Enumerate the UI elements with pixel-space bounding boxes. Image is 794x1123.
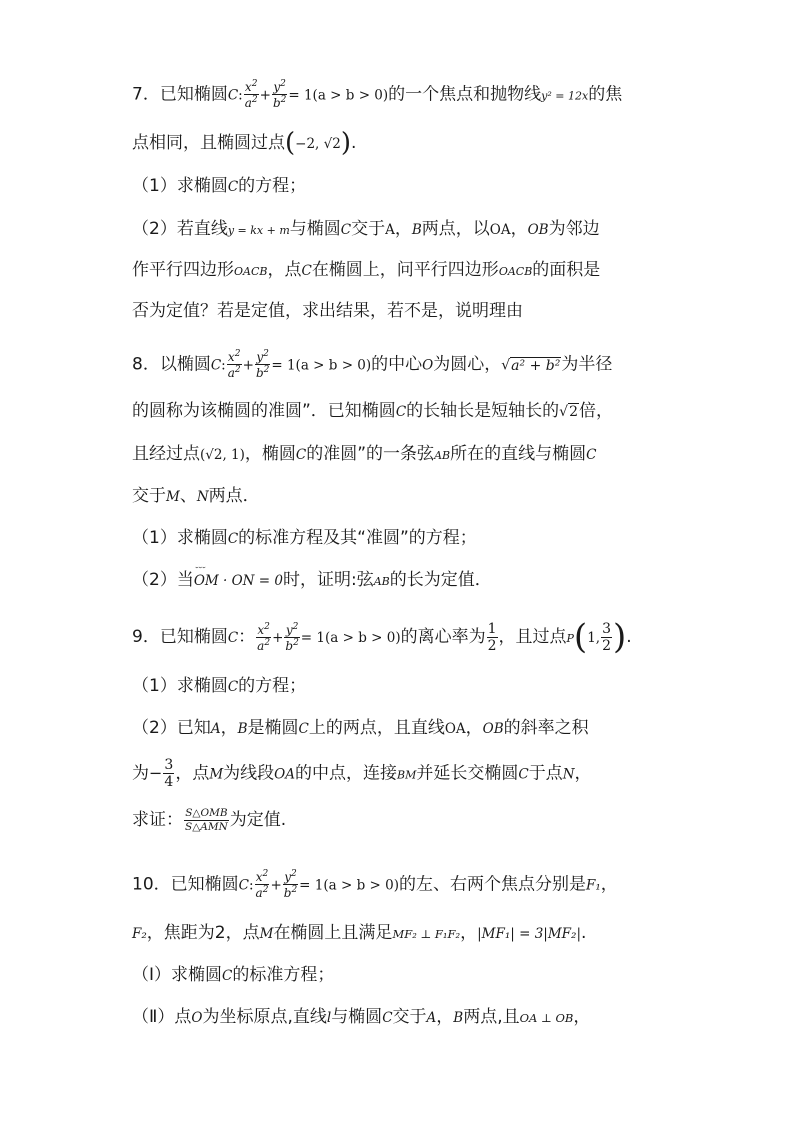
text: .: [581, 923, 587, 943]
text: 已知椭圆: [159, 84, 228, 105]
text: 作平行四边形: [132, 260, 234, 280]
math: −: [149, 763, 163, 783]
text: 在椭圆上且满足: [273, 923, 393, 943]
problem-8-line-3: [132, 442, 754, 468]
math: C: [210, 357, 222, 374]
text: ，: [460, 923, 478, 943]
text: （Ⅱ）点: [132, 1007, 192, 1027]
text: ，: [573, 1007, 591, 1027]
math: C: [227, 679, 239, 695]
math: S△OMB: [185, 807, 228, 819]
math: MF₂ ⊥ F₁F₂: [392, 927, 461, 941]
text: 两点，以: [421, 219, 490, 239]
text: 为线段: [223, 763, 275, 784]
math: 2: [487, 637, 497, 654]
math: M: [209, 766, 224, 783]
problem-number: 8．: [132, 354, 160, 375]
text: 且经过点: [132, 444, 200, 464]
math: AB: [434, 449, 451, 462]
math: 3: [602, 620, 611, 637]
problem-8-q2: [132, 568, 754, 594]
math: = 1(a > b > 0): [300, 630, 401, 646]
math: 2: [602, 637, 611, 654]
text: 的中点，连接: [294, 763, 397, 784]
text: （2）若直线: [132, 219, 228, 239]
text: ，椭圆: [244, 444, 296, 464]
problem-9-q1: [132, 674, 754, 699]
math: A: [426, 1010, 437, 1026]
text: （1）求椭圆: [132, 676, 228, 696]
problem-7-q2-line-3: [132, 299, 754, 323]
text: 为坐标原点,直线: [202, 1007, 327, 1027]
text: ，点: [267, 260, 302, 280]
math: C: [238, 877, 249, 894]
math: S△AMN: [185, 820, 228, 833]
math: A: [210, 721, 221, 737]
text: ，点: [175, 763, 210, 784]
text: .: [351, 133, 357, 153]
text: 在椭圆上，问平行四边形: [311, 260, 499, 280]
text: 的方程；: [238, 176, 307, 196]
text: ，: [574, 763, 592, 784]
math: C: [227, 179, 239, 195]
text: 为: [132, 763, 149, 784]
fraction-x2-a2: $\frac{x^2}{a^2}$: [227, 349, 241, 380]
text: 两点．: [208, 486, 260, 506]
text: 的标准方程及其“准圆”的方程；: [238, 528, 477, 548]
math: 4: [164, 774, 174, 790]
math: C: [295, 447, 307, 463]
problem-7-line-1: 7．已知椭圆C: $\frac{x^2}{a^2}$ + $\frac{y^2}{b^2}$ = 1(a > b > 0)的一个焦点和抛物线y² = 12x的焦: [132, 79, 623, 110]
math: C: [586, 447, 597, 463]
math: M: [259, 926, 274, 942]
math: = 1(a > b > 0): [271, 357, 372, 374]
math: 1: [487, 620, 497, 637]
math: M: [166, 489, 180, 505]
math: C: [298, 721, 309, 737]
math: BM: [396, 768, 417, 782]
text: 的一个焦点和抛物线: [388, 84, 542, 105]
problem-10-q2: [132, 1005, 754, 1030]
text: 所在的直线与椭圆: [450, 444, 587, 464]
math: = 1(a > b > 0): [299, 877, 399, 894]
problem-8-line-2: [132, 399, 754, 424]
text: 的斜率之积: [503, 718, 589, 738]
text: 的准圆”的一条弦: [306, 444, 435, 464]
text: 点相同，且椭圆过点: [132, 133, 285, 153]
text: 与椭圆: [289, 219, 341, 239]
text: 的离心率为: [400, 627, 486, 647]
sqrt-expression: √a² + b²: [501, 357, 561, 374]
text: 并延长交椭圆: [416, 763, 519, 784]
problem-9-q2-line-1: [132, 716, 754, 741]
problem-7-line-2: 点相同，且椭圆过点(−2, √2).: [132, 128, 357, 158]
math: :: [248, 877, 254, 894]
fraction-point-y: [601, 622, 612, 653]
text: ，: [600, 874, 618, 895]
fraction-y2-b2: $\frac{y^2}{b^2}$: [285, 621, 299, 653]
text: 为定值.: [229, 810, 287, 830]
math: C: [222, 968, 233, 984]
text: 已知椭圆: [170, 874, 239, 895]
math: C: [395, 404, 407, 420]
math: :: [221, 357, 226, 374]
math: y² = 12x: [541, 89, 589, 103]
problem-7-q2-line-2: [132, 258, 754, 284]
math: O: [191, 1010, 203, 1026]
math: OACB: [234, 265, 268, 278]
fraction-y2-b2: $\frac{y^2}{b^2}$: [255, 349, 270, 380]
math: OB: [482, 721, 504, 737]
math: C: [301, 263, 312, 279]
text: 的左、右两个焦点分别是: [398, 874, 586, 895]
math: = 1(a > b > 0): [288, 87, 389, 104]
math: C: [382, 1010, 393, 1026]
fraction-x2-a2: $\frac{x^2}{a^2}$: [257, 621, 271, 653]
text: 以椭圆: [159, 354, 211, 375]
text: 求证：: [132, 810, 183, 830]
fraction-slope-product: [163, 758, 174, 789]
math: y = kx + m: [227, 224, 290, 237]
text: （2）当: [132, 570, 194, 590]
problem-8-line-1: 8．以椭圆C: $\frac{x^2}{a^2}$ + $\frac{y^2}{b^2}$ = 1(a > b > 0)的中心O为圆心，√a² + b²为半径: [132, 349, 613, 380]
math: O: [422, 357, 434, 374]
problem-7-q2-line-1: [132, 217, 754, 243]
math: a² + b²: [511, 357, 561, 374]
problem-8-q1: [132, 526, 754, 551]
problem-7-q1: [132, 174, 754, 199]
math: C: [518, 766, 529, 783]
text: 交于: [392, 1007, 427, 1027]
math: B: [411, 222, 422, 238]
fraction-y2-b2: $\frac{y^2}{b^2}$: [283, 869, 298, 900]
text: ：: [238, 627, 256, 647]
math: l: [326, 1010, 332, 1026]
fraction-x2-a2: $\frac{x^2}{a^2}$: [244, 79, 258, 110]
math: OACB: [498, 265, 533, 278]
text: 的焦: [588, 84, 623, 105]
text: 为圆心，: [433, 354, 502, 375]
text: 的方程；: [238, 676, 307, 696]
math: (√2, 1): [200, 447, 245, 463]
text: 的长轴长是短轴长的: [406, 401, 560, 421]
math: OA ⊥ OB: [519, 1011, 574, 1025]
text: 为半径: [561, 354, 613, 375]
text: 时，证明:弦: [282, 570, 374, 590]
math: N: [562, 766, 575, 783]
text: 的标准方程；: [232, 965, 335, 985]
problem-9-line-1: 9．已知椭圆C： $\frac{x^2}{a^2}$ + $\frac{y^2}{b^2}$ = 1(a > b > 0)的离心率为 $\frac{1}{2}$ ，且过点P(1, $\frac{3}{2}$ ).: [132, 617, 632, 657]
text: （1）求椭圆: [132, 528, 228, 548]
math: F₂: [132, 926, 147, 942]
math: C: [227, 87, 239, 104]
fraction-area-ratio: [184, 808, 229, 832]
math: C: [340, 222, 352, 238]
math: 1,: [587, 630, 601, 646]
text: 否为定值？若是定值，求出结果，若不是，说明理由: [132, 301, 523, 321]
text: 与椭圆: [331, 1007, 383, 1027]
text: （Ⅰ）求椭圆: [132, 965, 223, 985]
fraction-x2-a2: $\frac{x^2}{a^2}$: [255, 869, 269, 900]
text: ，: [465, 718, 483, 738]
text: 的长为定值．: [389, 570, 492, 590]
problem-10-q1: [132, 963, 754, 988]
math: AB: [373, 575, 390, 588]
problem-number: 10．: [132, 874, 171, 895]
problem-10-line-1: 10．已知椭圆C: $\frac{x^2}{a^2}$ + $\frac{y^2}{b^2}$ = 1(a > b > 0)的左、右两个焦点分别是F₁，: [132, 869, 618, 900]
math: C: [227, 531, 239, 547]
text: 的面积是: [532, 260, 601, 280]
problem-9-q2-line-2: [132, 758, 754, 789]
math: 3: [164, 757, 174, 773]
text: ，: [436, 1007, 454, 1027]
math: OA: [444, 721, 466, 737]
text: （1）求椭圆: [132, 176, 228, 196]
sqrt-2: √2: [559, 404, 578, 420]
math: B: [453, 1010, 464, 1026]
fraction-eccentricity: [487, 622, 498, 653]
math: P: [566, 632, 574, 645]
math: A: [385, 222, 395, 238]
math: |MF₁| = 3|MF₂|: [477, 926, 581, 942]
fraction-y2-b2: $\frac{y^2}{b^2}$: [272, 79, 287, 110]
text: 为邻边: [548, 219, 600, 239]
math: 2: [569, 404, 578, 420]
text: ，焦距为2，点: [146, 923, 260, 943]
problem-8-line-4: [132, 484, 754, 509]
math: OA: [489, 222, 511, 238]
math: OA: [274, 766, 295, 783]
math: C: [227, 630, 239, 646]
text: 交于: [351, 219, 386, 239]
text: .: [626, 627, 632, 647]
problem-number: 7．: [132, 84, 160, 105]
text: 已知椭圆: [159, 627, 228, 647]
math: ˘˘˘ OM · ON = 0: [194, 569, 283, 593]
text: 是椭圆: [247, 718, 299, 738]
problem-number: 9．: [132, 627, 160, 647]
text: （2）已知: [132, 718, 211, 738]
math: :: [238, 87, 243, 104]
text: ，: [394, 219, 412, 239]
math: F₁: [585, 877, 601, 894]
problem-9-q2-line-3: [132, 808, 754, 832]
math: B: [237, 721, 248, 737]
math: OB: [527, 222, 549, 238]
text: 上的两点，且直线: [308, 718, 445, 738]
text: 的圆称为该椭圆的准圆”．已知椭圆: [132, 401, 396, 421]
text: 倍，: [579, 401, 613, 421]
text: ，: [220, 718, 238, 738]
text: ，: [510, 219, 528, 239]
text: 交于: [132, 486, 166, 506]
text: ，且过点: [498, 627, 567, 647]
text: 、: [179, 486, 197, 506]
math: −2, √2: [295, 136, 341, 152]
text: 的中心: [371, 354, 423, 375]
math: N: [196, 489, 209, 505]
problem-10-line-2: [132, 921, 754, 946]
text: 两点,且: [463, 1007, 520, 1027]
text: 于点: [528, 763, 563, 784]
